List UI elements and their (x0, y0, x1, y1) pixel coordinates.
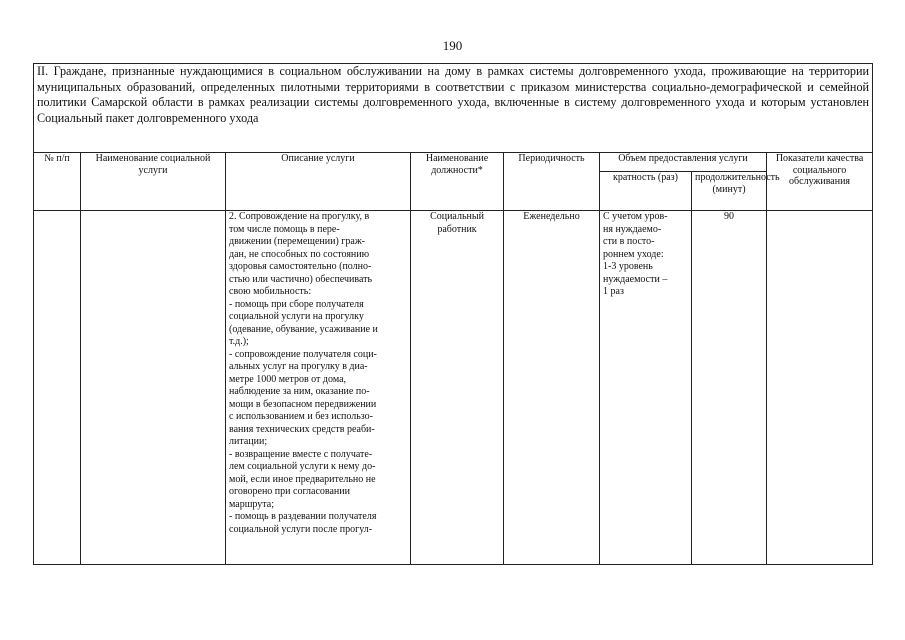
description-line: - возвращение вместе с получате- (229, 448, 373, 460)
cell-periodicity: Еженедельно (504, 211, 600, 565)
multiplicity-line: 1-3 уровень (603, 261, 653, 272)
services-table (33, 63, 873, 565)
multiplicity-line: нуждаемости – (603, 273, 668, 285)
description-line: наблюдение за ним, оказание по- (229, 386, 370, 397)
page-number: 190 (442, 38, 463, 53)
description-line: вания технических средств реаби- (229, 423, 375, 435)
description-line: альных услуг на прогулку в диа- (229, 361, 368, 372)
cell-description (226, 211, 411, 565)
cell-service-name (81, 211, 226, 565)
header-number: № п/п (34, 153, 81, 211)
description-line: лем социальной услуги к нему до- (229, 461, 376, 472)
header-volume: Объем предоставления услуги (600, 153, 767, 172)
header-description: Описание услуги (226, 153, 411, 211)
header-quality: Показатели качества социального обслуживания (767, 153, 873, 211)
multiplicity-line: сти в посто- (603, 236, 655, 247)
description-line: мой, если иное предварительно не (229, 473, 376, 485)
description-line: оговорено при согласовании (229, 486, 350, 497)
header-duration: продолжительность (минут) (692, 172, 767, 211)
description-line: 2. Сопровождение на прогулку, в (229, 211, 370, 222)
description-line: с использованием и без использо- (229, 411, 373, 422)
multiplicity-line: роннем уходе: (603, 248, 664, 260)
description-line: свою мобильность: (229, 286, 312, 297)
section-title: II. Граждане, признанные нуждающимися в социальном обслуживании на дому в рамках системы долговременного ухода, проживающие на территории муниципальных образований, определенных пилотными территориями в соответствии с приказом министерства социально-демографической и семейной политики Самарской области в рамках реализации системы долговременного ухода, включенные в систему долговременного ухода и которым установлен Социальный пакет долговременного ухода (34, 64, 873, 153)
cell-quality (767, 211, 873, 565)
multiplicity-lines (603, 211, 688, 299)
multiplicity-line: 1 раз (603, 286, 624, 297)
multiplicity-line: ня нуждаемо- (603, 223, 662, 235)
description-line: здоровья самостоятельно (полно- (229, 261, 372, 272)
header-periodicity: Периодичность (504, 153, 600, 211)
multiplicity-line: С учетом уров- (603, 211, 668, 222)
cell-multiplicity (600, 211, 692, 565)
cell-position: Социальный работник (411, 211, 504, 565)
description-line: - помощь в раздевании получателя (229, 511, 377, 522)
description-line: т.д.); (229, 336, 249, 347)
description-line: (одевание, обувание, усаживание и (229, 323, 378, 335)
description-line: - помощь при сборе получателя (229, 298, 364, 310)
description-line: метре 1000 метров от дома, (229, 373, 347, 385)
header-multiplicity: кратность (раз) (600, 172, 692, 211)
description-line: том числе помощь в пере- (229, 223, 340, 235)
description-lines (229, 211, 407, 536)
description-line: маршрута; (229, 498, 274, 510)
cell-duration: 90 (692, 211, 767, 565)
description-line: мощи в безопасном передвижении (229, 398, 377, 410)
description-line: дан, не способных по состоянию (229, 248, 370, 260)
description-line: социальной услуги после прогул- (229, 523, 373, 535)
cell-number (34, 211, 81, 565)
description-line: социальной услуги на прогулку (229, 311, 364, 322)
description-line: движении (перемещении) граж- (229, 236, 366, 247)
description-line: стью или частично) обеспечивать (229, 273, 373, 285)
header-position: Наименование должности* (411, 153, 504, 211)
description-line: литации; (229, 436, 268, 447)
description-line: - сопровождение получателя соци- (229, 348, 377, 360)
header-service-name: Наименование социальной услуги (81, 153, 226, 211)
